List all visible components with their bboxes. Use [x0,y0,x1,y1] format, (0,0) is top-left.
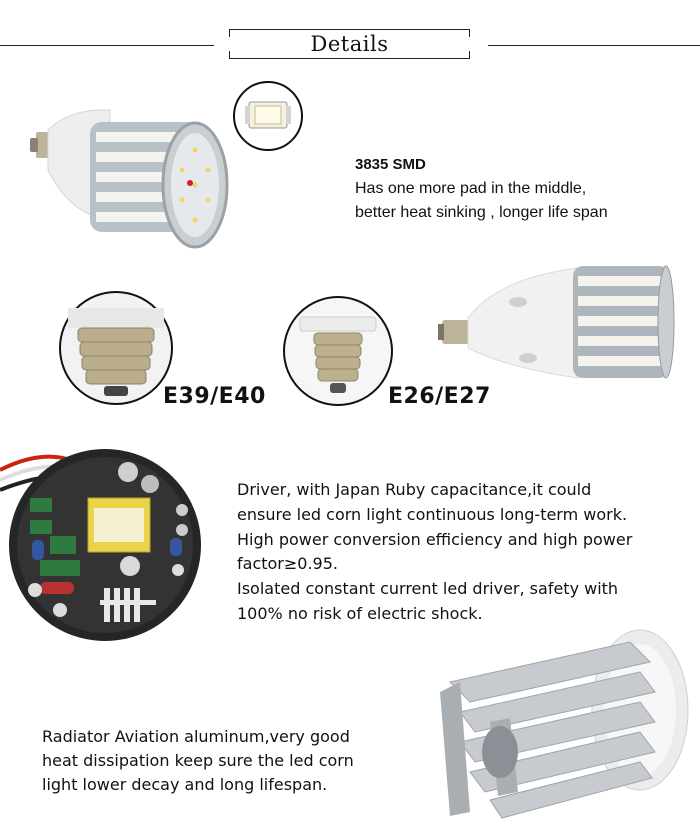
e39-base-image [58,290,174,406]
driver-line-2: ensure led corn light continuous long-term work. [237,505,628,524]
smd-chip-zoom-image [232,80,304,152]
smd-desc-line-2: better heat sinking , longer life span [355,204,608,221]
radiator-line-2: heat dissipation keep sure the led corn [42,751,354,770]
title-frame [229,29,470,59]
smd-title: 3835 SMD [355,156,426,173]
e26-label: E26/E27 [388,384,491,409]
driver-line-1: Driver, with Japan Ruby capacitance,it could [237,480,592,499]
e26-base-image [282,295,394,407]
driver-line-3: High power conversion efficiency and high power [237,530,633,549]
page-title: Details [310,32,389,56]
e39-label: E39/E40 [163,384,266,409]
driver-line-5: Isolated constant current led driver, safety with [237,579,619,598]
radiator-heatsink-image [430,622,692,826]
header-rule-right [488,45,700,46]
corn-bulb-side-image [438,258,678,388]
driver-description [237,478,632,625]
driver-board-image [0,440,205,645]
driver-line-6: 100% no risk of electric shock. [237,604,483,623]
radiator-line-1: Radiator Aviation aluminum,very good [42,727,350,746]
smd-desc-line-1: Has one more pad in the middle, [355,180,587,197]
driver-line-4: factor≥0.95. [237,554,338,573]
header-rule-left [0,45,214,46]
radiator-line-3: light lower decay and long lifespan. [42,775,328,794]
radiator-description [42,725,354,796]
corn-bulb-front-image [30,100,240,260]
